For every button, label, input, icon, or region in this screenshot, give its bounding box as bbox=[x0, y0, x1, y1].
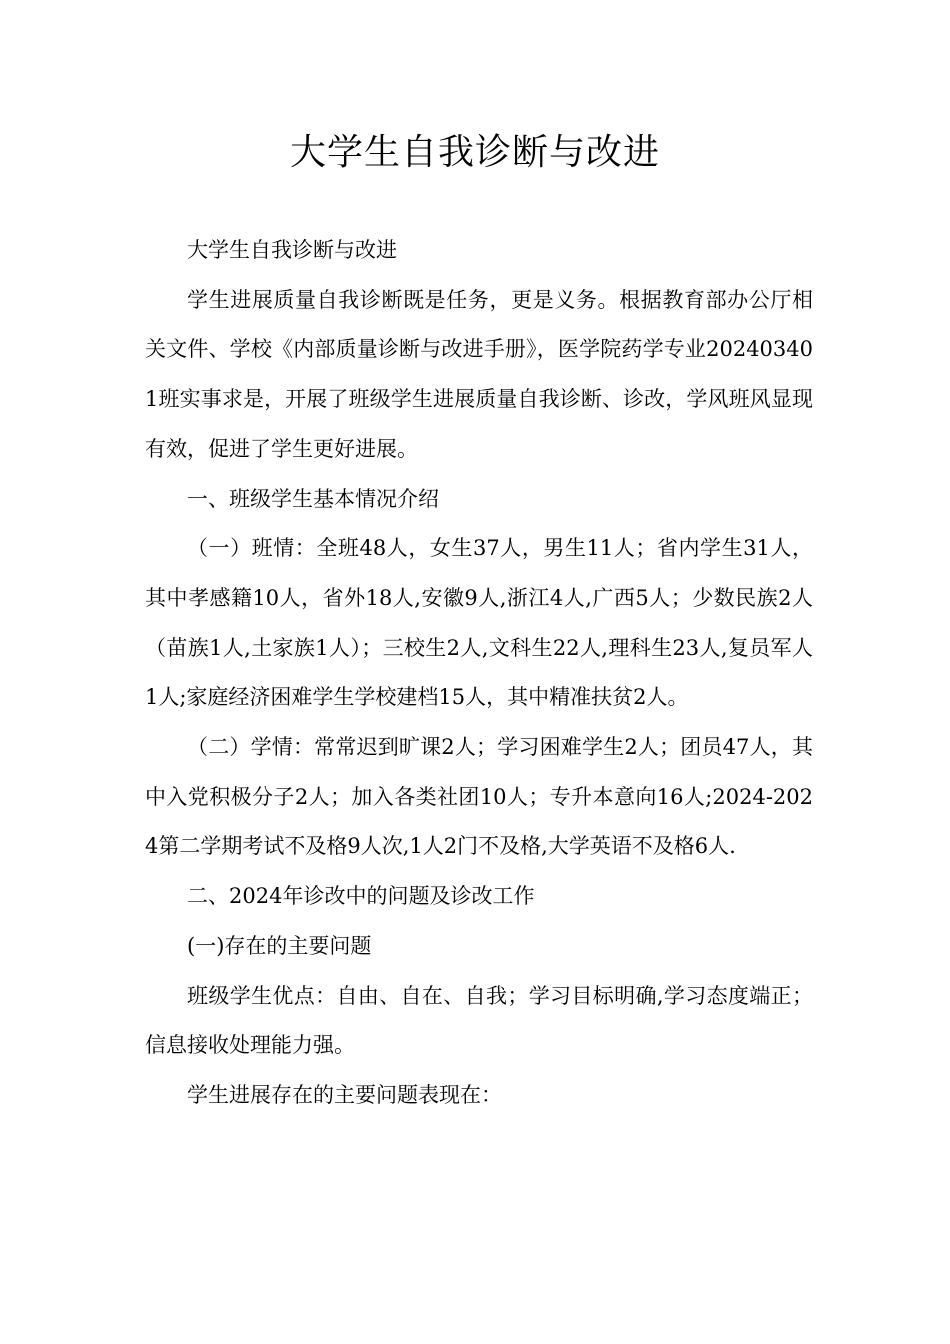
paragraph-study-info: （二）学情：常常迟到旷课2人；学习困难学生2人；团员47人，其中入党积极分子2人；加入各类社团10人；专升本意向16人;2024-2024第二学期考试不及格9人次,1人2门不及格,大学英语不及格6人. bbox=[145, 735, 813, 859]
subsection-heading: (一)存在的主要问题 bbox=[187, 933, 372, 958]
paragraph-class-info: （一）班情：全班48人，女生37人，男生11人；省内学生31人，其中孝感籍10人，省外18人,安徽9人,浙江4人,广西5人；少数民族2人（苗族1人,土家族1人）；三校生2人,文科生22人,理科生23人,复员军人1人;家庭经济困难学生学校建档15人，其中精准扶贫2人。 bbox=[145, 536, 813, 710]
paragraph-subtitle: 大学生自我诊断与改进 bbox=[187, 238, 397, 262]
paragraph-intro: 学生进展质量自我诊断既是任务，更是义务。根据教育部办公厅相关文件、学校《内部质量诊断与改进手册》，医学院药学专业202403401班实事求是，开展了班级学生进展质量自我诊断、诊改，学风班风显现有效，促进了学生更好进展。 bbox=[145, 287, 813, 461]
document-body bbox=[145, 226, 813, 1121]
section-heading-1: 一、班级学生基本情况介绍 bbox=[187, 486, 439, 511]
document-title: 大学生自我诊断与改进 bbox=[289, 132, 660, 173]
section-heading-2: 二、2024年诊改中的问题及诊改工作 bbox=[187, 884, 535, 909]
paragraph-strengths: 班级学生优点：自由、自在、自我；学习目标明确,学习态度端正；信息接收处理能力强。 bbox=[145, 983, 813, 1058]
paragraph-problems-lead: 学生进展存在的主要问题表现在： bbox=[187, 1082, 502, 1107]
